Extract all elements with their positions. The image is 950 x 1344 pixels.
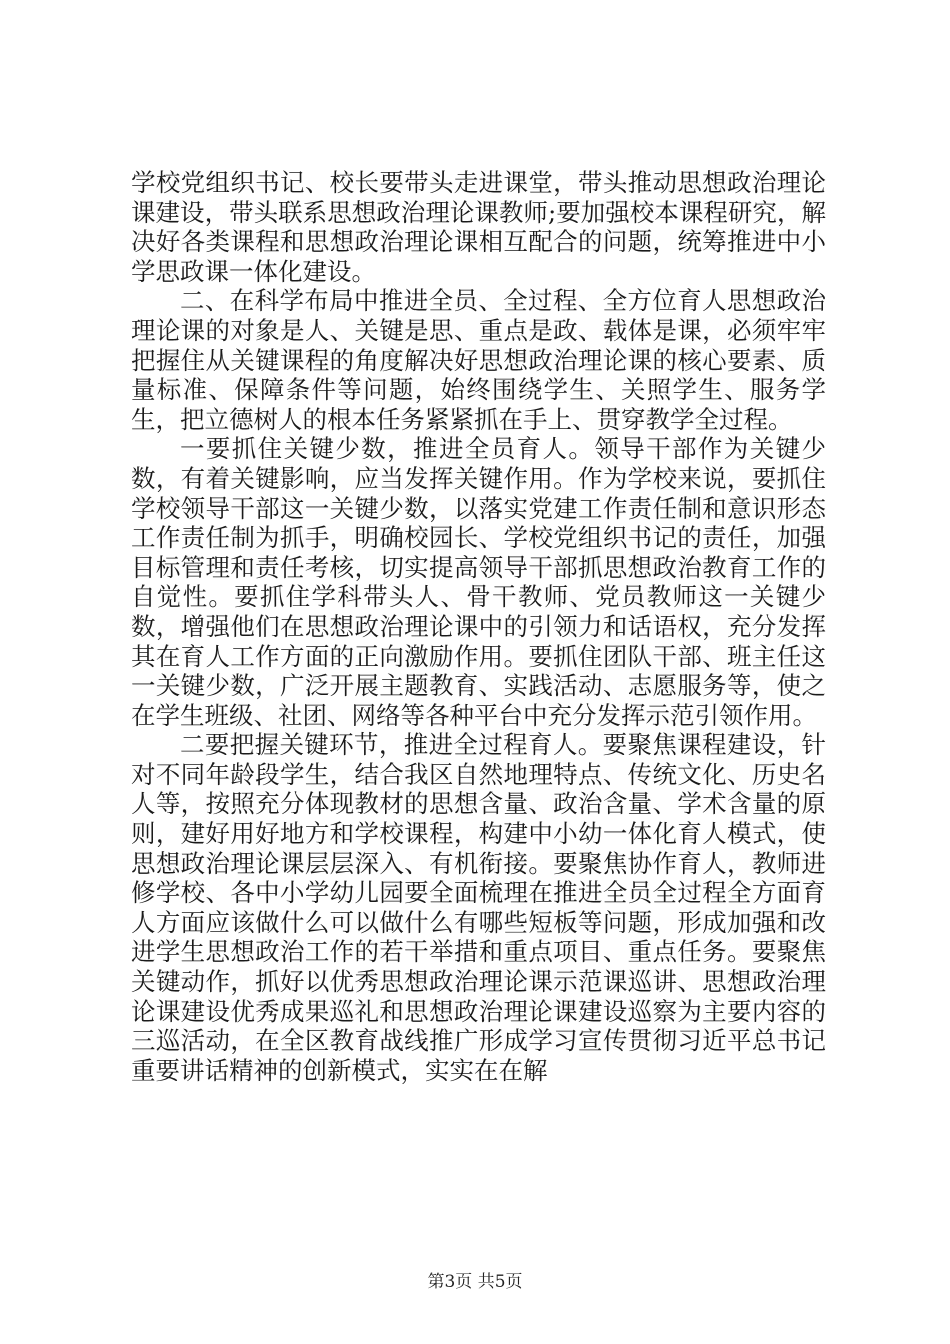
paragraph: 二要把握关键环节，推进全过程育人。要聚焦课程建设，针对不同年龄段学生，结合我区自然地理特点、传统文化、历史名人等，按照充分体现教材的思想含量、政治含量、学术含量的原则，建好用好地方和学校课程，构建中小幼一体化育人模式，使思想政治理论课层层深入、有机衔接。要聚焦协作育人，教师进修学校、各中小学幼儿园要全面梳理在推进全员全过程全方面育人方面应该做什么可以做什么有哪些短板等问题，形成加强和改进学生思想政治工作的若干举措和重点项目、重点任务。要聚焦关键动作，抓好以优秀思想政治理论课示范课巡讲、思想政治理论课建设优秀成果巡礼和思想政治理论课建设巡察为主要内容的三巡活动，在全区教育战线推广形成学习宣传贯彻习近平总书记重要讲话精神的创新模式，实实在在解 [131,730,826,1085]
paragraph: 学校党组织书记、校长要带头走进课堂，带头推动思想政治理论课建设，带头联系思想政治理论课教师;要加强校本课程研究，解决好各类课程和思想政治理论课相互配合的问题，统筹推进中小学思政课一体化建设。 [131,168,826,286]
page-number-label: 第3页 共5页 [427,1272,523,1292]
page-footer [0,1271,950,1293]
paragraph: 二、在科学布局中推进全员、全过程、全方位育人思想政治理论课的对象是人、关键是思、重点是政、载体是课，必须牢牢把握住从关键课程的角度解决好思想政治理论课的核心要素、质量标准、保障条件等问题，始终围绕学生、关照学生、服务学生，把立德树人的根本任务紧紧抓在手上、贯穿教学全过程。 [131,286,826,434]
paragraph: 一要抓住关键少数，推进全员育人。领导干部作为关键少数，有着关键影响，应当发挥关键作用。作为学校来说，要抓住学校领导干部这一关键少数，以落实党建工作责任制和意识形态工作责任制为抓手，明确校园长、学校党组织书记的责任，加强目标管理和责任考核，切实提高领导干部抓思想政治教育工作的自觉性。要抓住学科带头人、骨干教师、党员教师这一关键少数，增强他们在思想政治理论课中的引领力和话语权，充分发挥其在育人工作方面的正向激励作用。要抓住团队干部、班主任这一关键少数，广泛开展主题教育、实践活动、志愿服务等，使之在学生班级、社团、网络等各种平台中充分发挥示范引领作用。 [131,434,826,730]
document-body [131,168,826,1085]
